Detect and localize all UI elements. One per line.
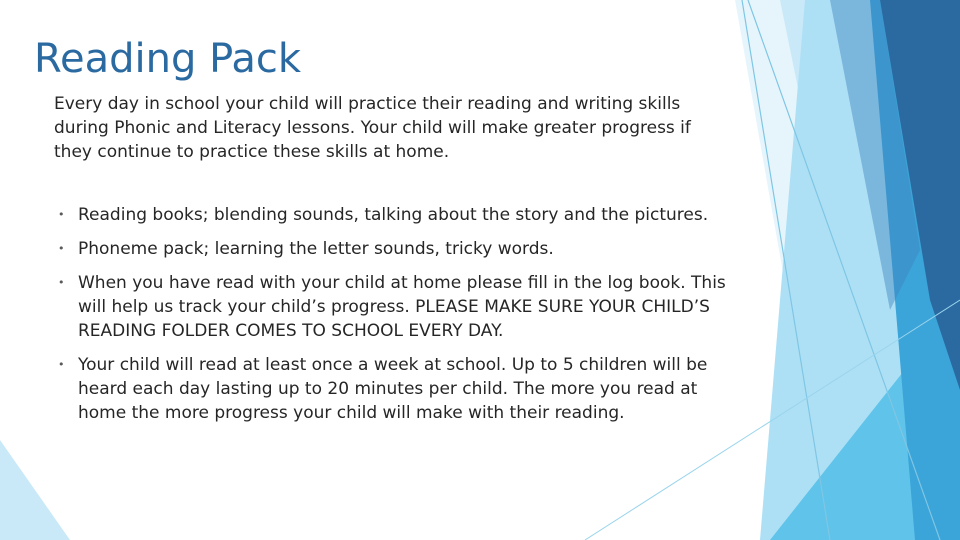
- bullet-text: Reading books; blending sounds, talking about the story and the pictures.: [78, 205, 709, 225]
- slide-title: Reading Pack: [34, 36, 302, 82]
- deco-shape-left-triangle: [0, 440, 70, 540]
- bullet-item-log-book: [54, 271, 734, 343]
- bullet-marker: •: [58, 242, 65, 255]
- bullet-text: Phoneme pack; learning the letter sounds, tricky words.: [78, 239, 554, 259]
- bullet-item-phoneme-pack: [54, 237, 734, 261]
- bullet-marker: •: [58, 276, 65, 289]
- bullet-marker: •: [58, 208, 65, 221]
- intro-paragraph: Every day in school your child will practice their reading and writing skills during Phonic and Literacy lessons. Your child will make greater progress if they continue to practice these skills at home.: [54, 94, 691, 162]
- bullet-item-reading-at-school: [54, 353, 734, 425]
- bullet-text: When you have read with your child at home please fill in the log book. This will help us track your child’s progress. PLEASE MAKE SURE YOUR CHILD’S READING FOLDER COMES TO SCHOOL EVERY DAY.: [78, 273, 726, 341]
- bullet-text: Your child will read at least once a week at school. Up to 5 children will be heard each day lasting up to 20 minutes per child. The more you read at home the more progress your child will make with their reading.: [78, 355, 708, 423]
- bullet-marker: •: [58, 358, 65, 371]
- bullet-item-reading-books: [54, 203, 734, 227]
- bullet-list: [54, 203, 734, 435]
